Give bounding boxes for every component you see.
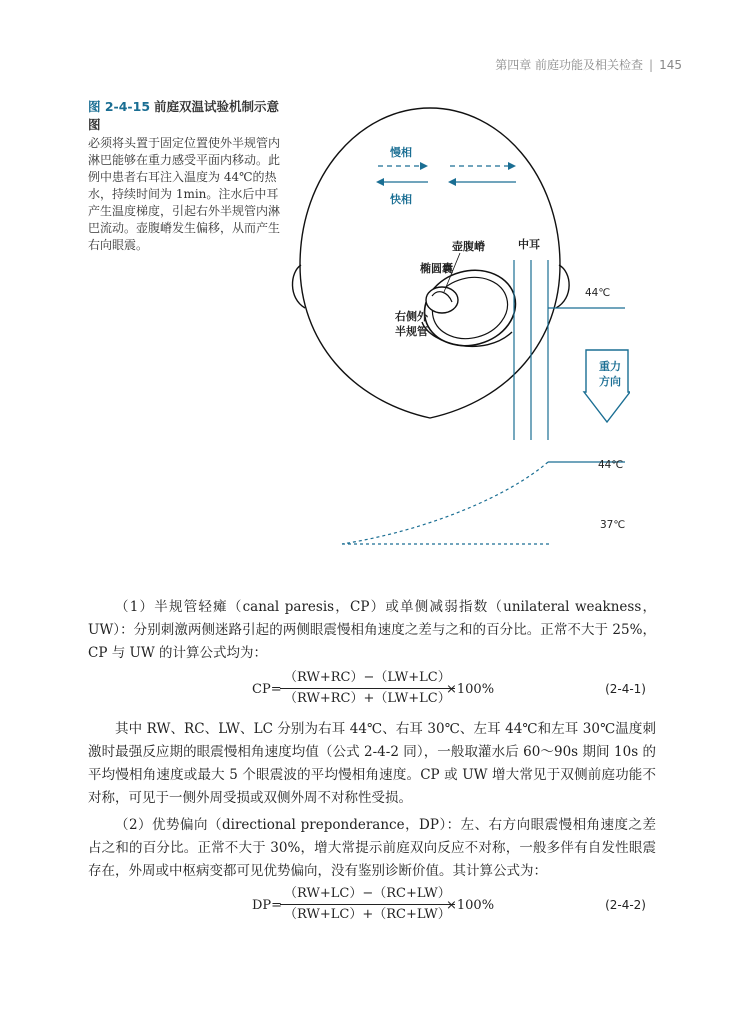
paragraph-dp: （2）优势偏向（directional preponderance，DP）：左、右方向眼震慢相角速度之差占之和的百分比。正常不大于 30%，增大常提示前庭双向反应不对称，一般多伴有自发性眼震存在，外周或中枢病变都可见优势偏向，没有鉴别诊断价值。其计算公式为： bbox=[88, 817, 656, 879]
fast-phase-arrowhead bbox=[376, 178, 384, 186]
utricle-label: 椭圆囊 bbox=[420, 262, 453, 275]
running-header bbox=[495, 56, 682, 73]
header-separator: | bbox=[649, 58, 654, 72]
figure-number: 图 2-4-15 bbox=[88, 99, 151, 114]
formula-cp-fraction bbox=[280, 668, 455, 709]
temp-37-label: 37℃ bbox=[600, 519, 626, 531]
fast-phase-arrowhead-right bbox=[448, 178, 456, 186]
formula-dp bbox=[88, 884, 656, 930]
figure-description: 必须将头置于固定位置使外半规管内淋巴能够在重力感受平面内移动。此例中患者右耳注入温度为 44℃的热水，持续时间为 1min。注水后中耳产生温度梯度，引起右外半规管内淋巴流动。壶腹嵴发生偏移，从而产生右向眼震。 bbox=[88, 136, 281, 252]
formula-cp-factor: ×100% bbox=[446, 682, 495, 697]
figure-caption bbox=[88, 98, 283, 254]
formula-dp-denominator: （RW+LC）+（RC+LW） bbox=[284, 907, 451, 922]
ampulla-crest-label: 壶腹嵴 bbox=[452, 240, 485, 253]
temp-gradient-curve bbox=[342, 462, 548, 544]
slow-phase-label: 慢相 bbox=[390, 146, 412, 159]
fast-phase-label: 快相 bbox=[390, 193, 412, 206]
ampulla bbox=[426, 287, 458, 313]
canal-label-line2: 半规管 bbox=[395, 325, 428, 338]
gravity-label-line1: 重力 bbox=[599, 360, 621, 373]
figure-title: 前庭双温试验机制示意图 bbox=[88, 99, 280, 132]
caloric-test-diagram bbox=[280, 100, 630, 564]
formula-cp-number: (2-4-1) bbox=[605, 682, 646, 696]
diagram-svg bbox=[280, 100, 630, 560]
formula-cp-denominator: （RW+RC）+（LW+LC） bbox=[284, 691, 451, 706]
page-number: 145 bbox=[659, 58, 682, 72]
formula-cp-numerator: （RW+RC）−（LW+LC） bbox=[280, 668, 455, 689]
formula-cp-lhs: CP= bbox=[252, 682, 282, 697]
slow-phase-arrowhead bbox=[420, 162, 428, 170]
temp-44-upper-label: 44℃ bbox=[585, 287, 611, 299]
paragraph-cp: （1）半规管轻瘫（canal paresis，CP）或单侧减弱指数（unilateral weakness，UW）：分别刺激两侧迷路引起的两侧眼震慢相角速度之差与之和的百分比。正常不大于 25%，CP 与 UW 的计算公式均为： bbox=[88, 599, 656, 661]
formula-dp-factor: ×100% bbox=[446, 898, 495, 913]
formula-dp-fraction bbox=[280, 884, 455, 925]
formula-dp-numerator: （RW+LC）−（RC+LW） bbox=[280, 884, 455, 905]
chapter-title: 第四章 前庭功能及相关检查 bbox=[495, 58, 644, 72]
formula-cp bbox=[88, 668, 656, 714]
temp-44-lower-label: 44℃ bbox=[598, 459, 624, 471]
slow-phase-arrowhead-right bbox=[508, 162, 516, 170]
middle-ear-label: 中耳 bbox=[518, 238, 540, 251]
gravity-label-line2: 方向 bbox=[599, 375, 621, 388]
canal-label-line1: 右侧外 bbox=[395, 310, 428, 323]
left-ear bbox=[292, 265, 305, 308]
figure-caption-title bbox=[88, 99, 279, 132]
formula-dp-number: (2-4-2) bbox=[605, 898, 646, 912]
paragraph-cp-notes: 其中 RW、RC、LW、LC 分别为右耳 44℃、右耳 30℃、左耳 44℃和左耳 30℃温度刺激时最强反应期的眼震慢相角速度均值（公式 2-4-2 同），一般取灌水后 60～90s 期间 10s 的平均慢相角速度或最大 5 个眼震波的平均慢相角速度。CP 或 UW 增大常见于双侧前庭功能不对称，可见于一侧外周受损或双侧外周不对称性受损。 bbox=[88, 721, 656, 806]
formula-dp-lhs: DP= bbox=[252, 898, 283, 913]
